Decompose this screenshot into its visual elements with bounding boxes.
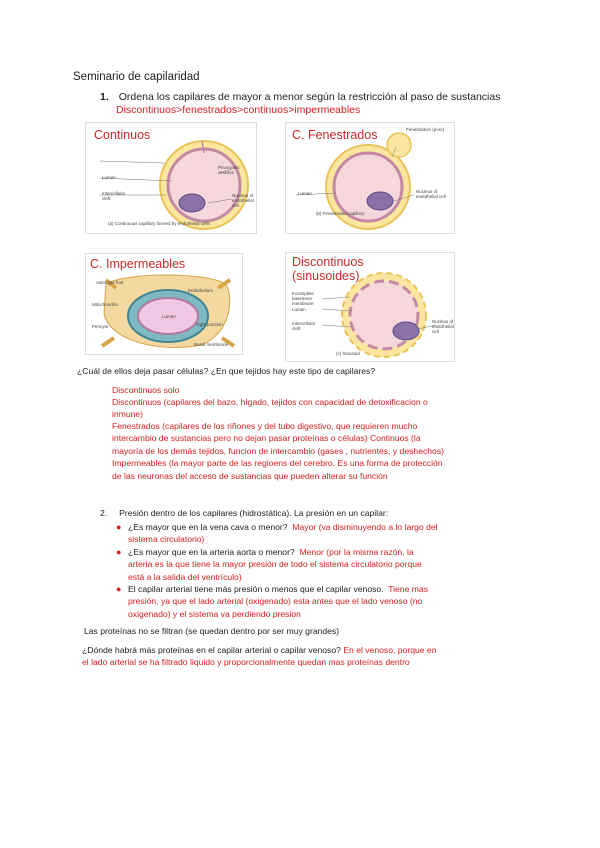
question-2: [100, 508, 388, 518]
question-3: [82, 644, 442, 669]
panel-impermeables: [85, 253, 243, 355]
tag-lumen-disc: Lumen: [292, 307, 306, 312]
panel-fenestrados: [285, 122, 455, 234]
bullet-1-question: ¿Es mayor que en la vena cava o menor?: [128, 522, 288, 532]
bullet-3: [116, 583, 438, 620]
question-1-text: Ordena los capilares de mayor a menor según la restricción al paso de sustancias: [118, 91, 501, 103]
fenestrated-capillary-diagram: [286, 123, 454, 233]
tag-nucleus-disc: Nucleus of endothelial cell: [432, 319, 454, 334]
panel-fenestrados-label: C. Fenestrados: [292, 128, 378, 142]
panel-discontinuos-label-2: (sinusoides): [292, 269, 360, 283]
bullet-dot-icon: ●: [116, 547, 122, 557]
tag-tight-junction: Tight junction: [196, 322, 223, 327]
question-1-number: 1.: [100, 91, 109, 103]
tag-incomplete-membrane: Incomplete basement membrane: [292, 291, 315, 306]
tag-mitochondria: Mitochondria: [92, 302, 118, 307]
answer-cells-3: Fenestrados (capilares de los riñones y del tubo digestivo, que requieren mucho intercambio de sustancias pero no dejan pasar proteínas o células) Continuos (la mayoría de los demás tejidos, funcion de intercambio (gases , nutrientes, y deshechos) Impermeables (la mayor parte de las regioens del cerebro. Es una forma de protección de las neuronas del acceso de sustancias que pueden alterar su función: [112, 421, 444, 481]
question-3-answer: En el venoso, porque en el lado arterial se ha filtrado liquido y proporcionalmente quedan mas proteínas dentro: [82, 645, 437, 668]
panel-continuos-label: Continuos: [94, 128, 151, 142]
panel-continuos-caption: (a) Continuous capillary formed by endothelial cells: [108, 221, 210, 226]
tag-intercellular-cleft: Intercellular cleft: [102, 191, 126, 201]
question-1: [100, 91, 500, 103]
bullet-2-question: ¿Es mayor que en la arteria aorta o menor?: [128, 547, 295, 557]
tag-fenestration: Fenestration (pore): [406, 127, 445, 132]
question-1-answer: Discontinuos>fenestrados>continuos>impermeables: [116, 104, 361, 116]
answer-cells-2: Discontinuos (capilares del bazo, hígado, tejidos con capacidad de detoxificacion o inmune): [112, 397, 428, 420]
question-2-text: Presión dentro de los capilares (hidrostática). La presión en un capilar:: [119, 508, 389, 518]
panel-impermeables-label: C. Impermeables: [90, 257, 186, 271]
panel-continuos: [85, 122, 257, 234]
bullet-3-answer: Tiene mas presión, ya que el lado arterial (oxigenado) esta antes que el lado venoso (no oxigenado) y el sistema va perdiendo presion: [128, 584, 428, 619]
tag-lumen-imper: Lumen: [162, 314, 176, 319]
bullet-dot-icon: ●: [116, 522, 122, 532]
tag-endothelium: Endothelium: [188, 288, 214, 293]
tag-nucleus: Nucleus of endothelial cell: [232, 193, 254, 208]
tag-intercellular-disc: Intercellular cleft: [292, 321, 316, 331]
question-cells: ¿Cuál de ellos deja pasar células? ¿En que tejidos hay este tipo de capilares?: [77, 366, 376, 376]
bullet-2: [116, 546, 438, 583]
bullet-dot-icon: ●: [116, 584, 122, 594]
discontinuous-capillary-diagram: [286, 253, 454, 361]
tag-lumen: Lumen: [102, 175, 116, 180]
tag-astrocyte: Astrocyte foot: [96, 280, 124, 285]
answer-cells-1: Discontinuos solo: [112, 385, 180, 395]
proteins-not-filtered: Las proteínas no se filtran (se quedan dentro por ser muy grandes): [84, 626, 340, 636]
panel-fenestrados-caption: (b) Fenestrated capillary: [316, 211, 365, 216]
tag-lumen-fenestrado: Lumen: [298, 191, 312, 196]
tag-pinocytotic: Pinocytotic vesicles: [218, 165, 240, 175]
tag-pericyte: Pericyte: [92, 324, 109, 329]
bullet-3-question: El capilar arterial tiene más presión o menos que el capilar venoso.: [128, 584, 384, 594]
panel-discontinuos-caption: (c) Sinusoid: [336, 351, 360, 356]
tag-nucleus-fenestrado: Nucleus of endothelial cell: [416, 189, 446, 199]
tag-basal-membrane: Basal membrane: [194, 342, 229, 347]
question-2-number: 2.: [100, 508, 108, 518]
panel-discontinuos: [285, 252, 455, 362]
bullet-1: [116, 521, 438, 546]
question-3-text: ¿Dónde habrá más proteínas en el capilar arterial o capilar venoso?: [82, 645, 341, 655]
document-title: Seminario de capilaridad: [73, 71, 200, 83]
panel-discontinuos-label-1: Discontinuos: [292, 255, 364, 269]
bullet-1-answer: Mayor (va disminuyendo a lo largo del sistema circulatorio): [128, 522, 438, 545]
bullet-2-answer: Menor (por la misma razón, la arteria es la que tiene la mayor presión de todo el sistema circulatorio porque está a la salida del ventrículo): [128, 547, 422, 582]
